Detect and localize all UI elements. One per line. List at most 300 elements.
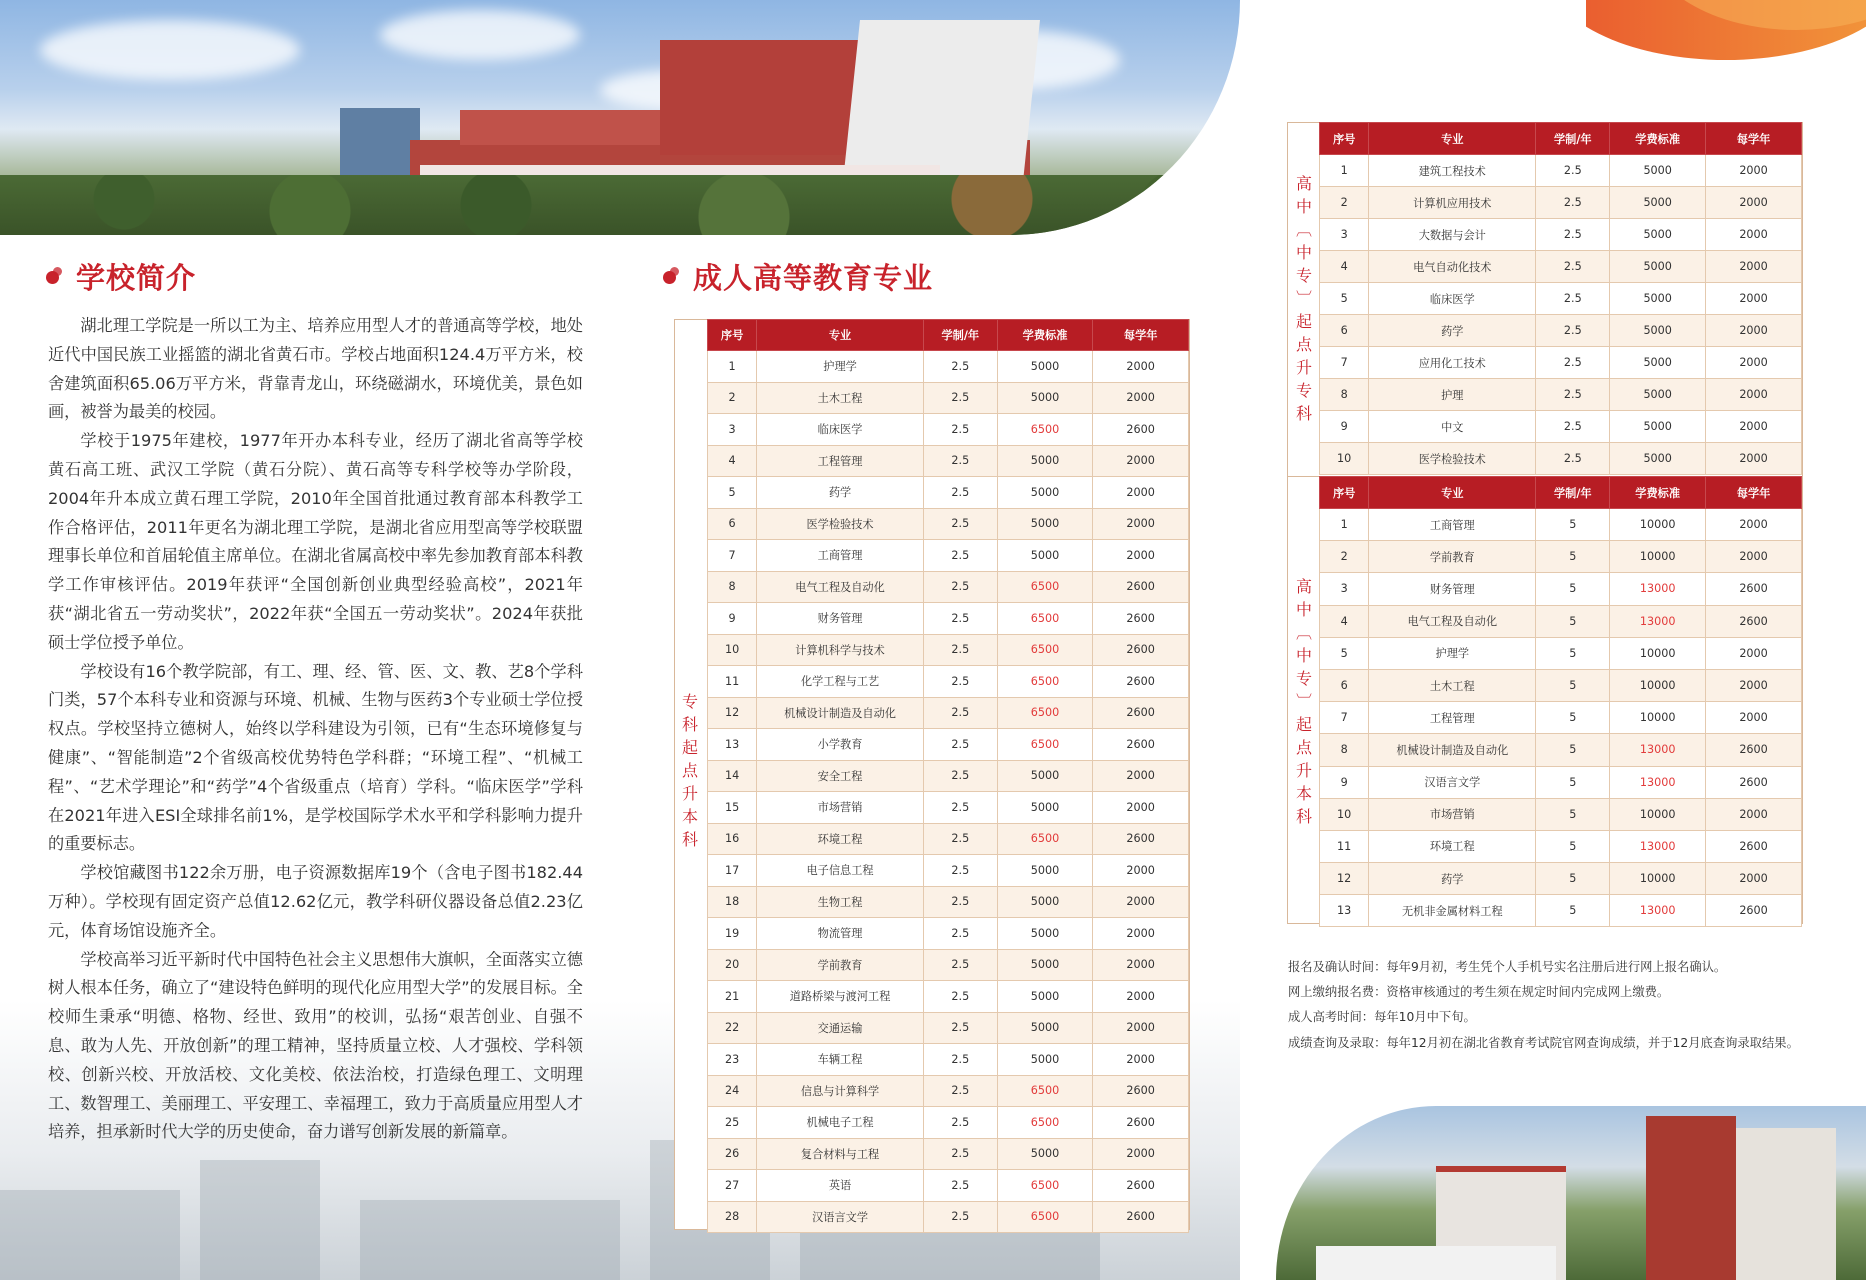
table-cell: 2.5 [923,571,997,603]
side-label-char: 科 [1295,807,1312,826]
table-cell: 2.5 [923,540,997,572]
table-row [1320,734,1802,766]
table-cell: 6500 [997,571,1093,603]
table-cell: 16 [708,823,757,855]
table-cell: 10000 [1610,541,1706,573]
table-cell: 2000 [1706,347,1802,379]
table-cell: 5000 [997,886,1093,918]
table-cell: 2.5 [923,760,997,792]
table-cell: 2.5 [923,1107,997,1139]
table-cell: 大数据与会计 [1369,219,1536,251]
table-cell: 6500 [997,729,1093,761]
table-cell: 复合材料与工程 [757,1138,924,1170]
table-cell: 2.5 [923,886,997,918]
table-cell: 安全工程 [757,760,924,792]
table-cell: 2.5 [923,981,997,1013]
table-cell: 电子信息工程 [757,855,924,887]
table-cell: 机械设计制造及自动化 [757,697,924,729]
table-cell: 护理 [1369,379,1536,411]
table-cell: 市场营销 [757,792,924,824]
table-cell: 2000 [1093,351,1189,383]
table-cell: 2.5 [923,445,997,477]
table-row [708,918,1189,950]
table-cell: 20 [708,949,757,981]
side-label-char: 科 [681,830,698,849]
table-cell: 2.5 [923,918,997,950]
table-cell: 5000 [997,382,1093,414]
table-cell: 5 [1536,863,1610,895]
side-label-char: 起 [1295,715,1312,734]
table-cell: 5 [708,477,757,509]
column-header: 学费标准 [997,320,1093,351]
table-cell: 2.5 [1536,251,1610,283]
table-row [708,1044,1189,1076]
table-cell: 2 [708,382,757,414]
table-cell: 道路桥梁与渡河工程 [757,981,924,1013]
table-cell: 10000 [1610,863,1706,895]
table-zhuanshengben [707,319,1189,1233]
side-label-char: ︹ [1295,220,1312,239]
table-cell: 9 [708,603,757,635]
side-label-char: ︺ [1295,692,1312,711]
side-label-char: 升 [1295,358,1312,377]
side-label-char: 起 [1295,312,1312,331]
table-cell: 17 [708,855,757,887]
table-cell: 药学 [1369,315,1536,347]
table-cell: 环境工程 [757,823,924,855]
table-cell: 无机非金属材料工程 [1369,895,1536,927]
column-header: 每学年 [1093,320,1189,351]
table-cell: 临床医学 [1369,283,1536,315]
table-cell: 6500 [997,1075,1093,1107]
table-cell: 2.5 [1536,187,1610,219]
column-header: 每学年 [1706,477,1802,509]
table-cell: 5000 [1610,443,1706,475]
table-cell: 3 [1320,573,1369,605]
table-cell: 2000 [1093,1044,1189,1076]
table-row [708,949,1189,981]
table-row [708,603,1189,635]
table-cell: 2600 [1093,823,1189,855]
table-cell: 5 [1536,605,1610,637]
table-cell: 2.5 [923,729,997,761]
side-label-char: 中 [1295,600,1312,619]
table-row [708,414,1189,446]
table-cell: 2000 [1093,949,1189,981]
side-label-char: 中 [1295,197,1312,216]
table-row [1320,509,1802,541]
table-row [708,382,1189,414]
note-line: 网上缴纳报名费：资格审核通过的考生须在规定时间内完成网上缴费。 [1288,985,1670,1000]
side-label-char: 点 [1295,738,1312,757]
table-cell: 10000 [1610,637,1706,669]
table-cell: 5 [1536,702,1610,734]
table-cell: 2000 [1706,637,1802,669]
table-cell: 2000 [1093,1012,1189,1044]
table-cell: 药学 [1369,863,1536,895]
table-row [708,760,1189,792]
table-row [708,445,1189,477]
table-cell: 2000 [1093,918,1189,950]
table-cell: 2000 [1706,509,1802,541]
table-cell: 9 [1320,411,1369,443]
table-cell: 药学 [757,477,924,509]
note-line: 成绩查询及录取：每年12月初在湖北省教育考试院官网查询成绩，并于12月底查询录取结果。 [1288,1035,1799,1050]
table-cell: 2.5 [923,634,997,666]
table-cell: 2000 [1093,508,1189,540]
intro-paragraph: 学校于1975年建校，1977年开办本科专业，经历了湖北省高等学校黄石高工班、武汉工学院（黄石分院）、黄石高等专科学校等办学阶段，2004年升本成立黄石理工学院，2010年全国首批通过教育部本科教学工作合格评估，2011年更名为湖北理工学院，是湖北省应用型高等学校联盟理事长单位和首届轮值主席单位。在湖北省属高校中率先参加教育部本科教学工作审核评估。2019年获评“全国创新创业典型经验高校”，2021年获“湖北省五一劳动奖状”，2022年获“全国五一劳动奖状”。2024年获批硕士学位授予单位。 [48,431,583,652]
enrollment-notes [1288,955,1858,1056]
table-cell: 电气自动化技术 [1369,251,1536,283]
table-cell: 12 [1320,863,1369,895]
table-cell: 2000 [1706,863,1802,895]
side-label-char: 专 [1295,669,1312,688]
programs-section-title: 成人高等教育专业 [663,256,933,297]
table-cell: 2.5 [1536,347,1610,379]
side-label-char: 专 [681,692,698,711]
table-cell: 2.5 [923,351,997,383]
side-label-char: 升 [1295,761,1312,780]
table-zhuanshengben-label [680,690,700,851]
table-row [1320,379,1802,411]
table-cell: 19 [708,918,757,950]
table-cell: 医学检验技术 [1369,443,1536,475]
table-cell: 2000 [1093,886,1189,918]
table-cell: 5000 [1610,411,1706,443]
intro-paragraph: 学校馆藏图书122余万册，电子资源数据库19个（含电子图书182.44万种）。学校现有固定资产总值12.62亿元，教学科研仪器设备总值2.23亿元，体育场馆设施齐全。 [48,863,583,940]
column-header: 每学年 [1706,123,1802,155]
table-cell: 13000 [1610,830,1706,862]
table-cell: 2600 [1093,634,1189,666]
table-row [708,697,1189,729]
table-cell: 市场营销 [1369,798,1536,830]
table-cell: 2.5 [1536,443,1610,475]
table-cell: 英语 [757,1170,924,1202]
table-row [1320,702,1802,734]
table-cell: 2600 [1706,734,1802,766]
side-label-char: 点 [681,761,698,780]
column-header: 学制/年 [1536,477,1610,509]
table-row [708,981,1189,1013]
table-cell: 2000 [1706,315,1802,347]
side-label-char: 起 [681,738,698,757]
table-cell: 5 [1536,509,1610,541]
table-cell: 2000 [1706,702,1802,734]
table-cell: 5000 [997,1138,1093,1170]
table-row [708,792,1189,824]
column-header: 学制/年 [1536,123,1610,155]
table-cell: 2.5 [923,666,997,698]
table-cell: 2000 [1706,155,1802,187]
table-cell: 2.5 [923,1012,997,1044]
table-row [708,477,1189,509]
table-cell: 5000 [997,918,1093,950]
side-label-char: 专 [1295,266,1312,285]
table-cell: 2600 [1093,697,1189,729]
side-label-char: 中 [1295,243,1312,262]
side-label-char: ︺ [1295,289,1312,308]
table-cell: 2.5 [1536,379,1610,411]
table-row [708,1107,1189,1139]
table-cell: 2 [1320,541,1369,573]
table-row [708,1012,1189,1044]
table-cell: 2600 [1093,571,1189,603]
table-cell: 6500 [997,666,1093,698]
table-cell: 5 [1536,637,1610,669]
table-cell: 13 [708,729,757,761]
table-cell: 2000 [1093,445,1189,477]
table-cell: 26 [708,1138,757,1170]
table-cell: 2000 [1093,981,1189,1013]
table-row [1320,863,1802,895]
table-gaoqizhuan [1319,122,1802,475]
table-cell: 2000 [1706,541,1802,573]
table-cell: 25 [708,1107,757,1139]
table-cell: 2.5 [923,823,997,855]
table-cell: 护理学 [1369,637,1536,669]
table-cell: 1 [1320,509,1369,541]
table-cell: 10 [1320,443,1369,475]
table-cell: 工程管理 [1369,702,1536,734]
side-label-char: 本 [681,807,698,826]
table-cell: 2.5 [923,508,997,540]
table-cell: 28 [708,1201,757,1233]
table-cell: 10000 [1610,702,1706,734]
side-label-char: ︹ [1295,623,1312,642]
table-cell: 2600 [1706,573,1802,605]
column-header: 专业 [1369,123,1536,155]
table-row [708,666,1189,698]
table-row [1320,411,1802,443]
table-gaoqiben-label [1294,575,1314,828]
table-cell: 5000 [997,445,1093,477]
table-cell: 6500 [997,1107,1093,1139]
table-cell: 8 [708,571,757,603]
table-cell: 5000 [1610,219,1706,251]
column-header: 序号 [1320,477,1369,509]
table-cell: 7 [708,540,757,572]
table-cell: 护理学 [757,351,924,383]
intro-section-title: 学校简介 [46,256,196,297]
table-cell: 2600 [1093,1075,1189,1107]
table-cell: 2.5 [923,414,997,446]
table-cell: 9 [1320,766,1369,798]
table-cell: 2000 [1706,443,1802,475]
corner-wave-decoration [1586,0,1866,70]
table-cell: 4 [1320,251,1369,283]
table-cell: 2600 [1093,603,1189,635]
table-cell: 6500 [997,603,1093,635]
table-cell: 2000 [1093,540,1189,572]
table-cell: 2.5 [923,1075,997,1107]
side-label-char: 中 [1295,646,1312,665]
table-cell: 交通运输 [757,1012,924,1044]
table-cell: 2.5 [923,855,997,887]
table-cell: 建筑工程技术 [1369,155,1536,187]
bullet-icon [46,267,66,287]
table-cell: 5000 [1610,347,1706,379]
table-row [1320,766,1802,798]
table-cell: 27 [708,1170,757,1202]
table-cell: 机械设计制造及自动化 [1369,734,1536,766]
table-cell: 5000 [997,508,1093,540]
table-cell: 2.5 [923,792,997,824]
table-cell: 6500 [997,634,1093,666]
table-cell: 工商管理 [757,540,924,572]
table-cell: 2600 [1093,1107,1189,1139]
table-cell: 5 [1536,669,1610,701]
campus-photo-bottom [1276,1106,1866,1280]
table-row [708,729,1189,761]
table-cell: 13000 [1610,734,1706,766]
table-row [708,571,1189,603]
table-cell: 小学教育 [757,729,924,761]
bullet-icon [663,267,683,287]
table-cell: 2000 [1706,669,1802,701]
table-cell: 2600 [1706,766,1802,798]
table-cell: 5 [1536,573,1610,605]
table-cell: 5000 [997,1012,1093,1044]
table-cell: 应用化工技术 [1369,347,1536,379]
table-cell: 24 [708,1075,757,1107]
table-cell: 2000 [1093,1138,1189,1170]
table-row [708,1201,1189,1233]
table-row [708,886,1189,918]
table-row [708,855,1189,887]
side-label-char: 点 [1295,335,1312,354]
table-row [708,540,1189,572]
table-cell: 5000 [997,540,1093,572]
table-cell: 10 [708,634,757,666]
table-row [1320,347,1802,379]
table-cell: 2000 [1093,792,1189,824]
table-cell: 5000 [1610,251,1706,283]
table-cell: 5000 [997,1044,1093,1076]
table-cell: 土木工程 [757,382,924,414]
table-row [1320,541,1802,573]
column-header: 序号 [1320,123,1369,155]
table-cell: 2.5 [923,697,997,729]
table-cell: 14 [708,760,757,792]
table-cell: 电气工程及自动化 [757,571,924,603]
table-cell: 5000 [1610,315,1706,347]
table-cell: 5000 [997,949,1093,981]
table-cell: 5000 [997,855,1093,887]
table-cell: 5000 [997,760,1093,792]
side-label-char: 专 [1295,381,1312,400]
column-header: 学费标准 [1610,477,1706,509]
table-cell: 2.5 [923,1138,997,1170]
table-cell: 13000 [1610,605,1706,637]
table-cell: 5 [1536,541,1610,573]
table-row [1320,251,1802,283]
column-header: 学制/年 [923,320,997,351]
table-cell: 1 [708,351,757,383]
table-cell: 10000 [1610,669,1706,701]
table-cell: 财务管理 [1369,573,1536,605]
table-cell: 中文 [1369,411,1536,443]
table-row [708,1170,1189,1202]
intro-paragraph: 学校高举习近平新时代中国特色社会主义思想伟大旗帜，全面落实立德树人根本任务，确立了“建设特色鲜明的现代化应用型大学”的发展目标。全校师生秉承“明德、格物、经世、致用”的校训，弘扬“艰苦创业、自强不息、敢为人先、开放创新”的理工精神，坚持质量立校、人才强校、学科领校、创新兴校、开放活校、文化美校、依法治校，打造绿色理工、文明理工、数智理工、美丽理工、平安理工、幸福理工，致力于高质量应用型人才培养，担承新时代大学的历史使命，奋力谱写创新发展的新篇章。 [48,949,583,1142]
table-cell: 学前教育 [757,949,924,981]
table-cell: 5000 [997,351,1093,383]
table-cell: 2000 [1093,855,1189,887]
table-row [1320,605,1802,637]
table-row [708,351,1189,383]
table-row [708,634,1189,666]
note-line: 成人高考时间：每年10月中下旬。 [1288,1010,1476,1025]
table-cell: 计算机应用技术 [1369,187,1536,219]
table-cell: 10000 [1610,509,1706,541]
table-cell: 计算机科学与技术 [757,634,924,666]
table-cell: 6 [1320,315,1369,347]
table-header-row [1320,477,1802,509]
table-cell: 电气工程及自动化 [1369,605,1536,637]
table-cell: 5000 [1610,187,1706,219]
table-cell: 6500 [997,1170,1093,1202]
table-cell: 7 [1320,347,1369,379]
table-cell: 环境工程 [1369,830,1536,862]
table-cell: 5000 [997,477,1093,509]
table-cell: 临床医学 [757,414,924,446]
column-header: 专业 [1369,477,1536,509]
table-cell: 11 [708,666,757,698]
table-cell: 6 [1320,669,1369,701]
table-cell: 车辆工程 [757,1044,924,1076]
table-cell: 2000 [1706,798,1802,830]
table-cell: 7 [1320,702,1369,734]
table-row [1320,830,1802,862]
table-row [1320,315,1802,347]
table-cell: 2.5 [1536,283,1610,315]
table-cell: 22 [708,1012,757,1044]
table-cell: 学前教育 [1369,541,1536,573]
table-cell: 工商管理 [1369,509,1536,541]
table-cell: 12 [708,697,757,729]
table-cell: 生物工程 [757,886,924,918]
table-cell: 2.5 [923,382,997,414]
side-label-char: 科 [681,715,698,734]
table-cell: 6500 [997,1201,1093,1233]
table-cell: 机械电子工程 [757,1107,924,1139]
table-cell: 5 [1320,283,1369,315]
table-cell: 2600 [1093,666,1189,698]
table-cell: 5 [1536,766,1610,798]
table-cell: 汉语言文学 [757,1201,924,1233]
table-cell: 8 [1320,379,1369,411]
table-cell: 2600 [1706,830,1802,862]
table-row [1320,187,1802,219]
table-cell: 18 [708,886,757,918]
table-cell: 2.5 [1536,411,1610,443]
table-cell: 医学检验技术 [757,508,924,540]
table-cell: 4 [708,445,757,477]
table-cell: 2600 [1706,895,1802,927]
table-row [1320,283,1802,315]
table-cell: 2000 [1706,187,1802,219]
table-cell: 23 [708,1044,757,1076]
table-cell: 土木工程 [1369,669,1536,701]
table-cell: 2600 [1706,605,1802,637]
table-cell: 2.5 [1536,219,1610,251]
table-cell: 1 [1320,155,1369,187]
table-cell: 化学工程与工艺 [757,666,924,698]
table-cell: 2000 [1706,283,1802,315]
table-header-row [1320,123,1802,155]
table-cell: 汉语言文学 [1369,766,1536,798]
table-cell: 工程管理 [757,445,924,477]
table-cell: 2.5 [923,1170,997,1202]
